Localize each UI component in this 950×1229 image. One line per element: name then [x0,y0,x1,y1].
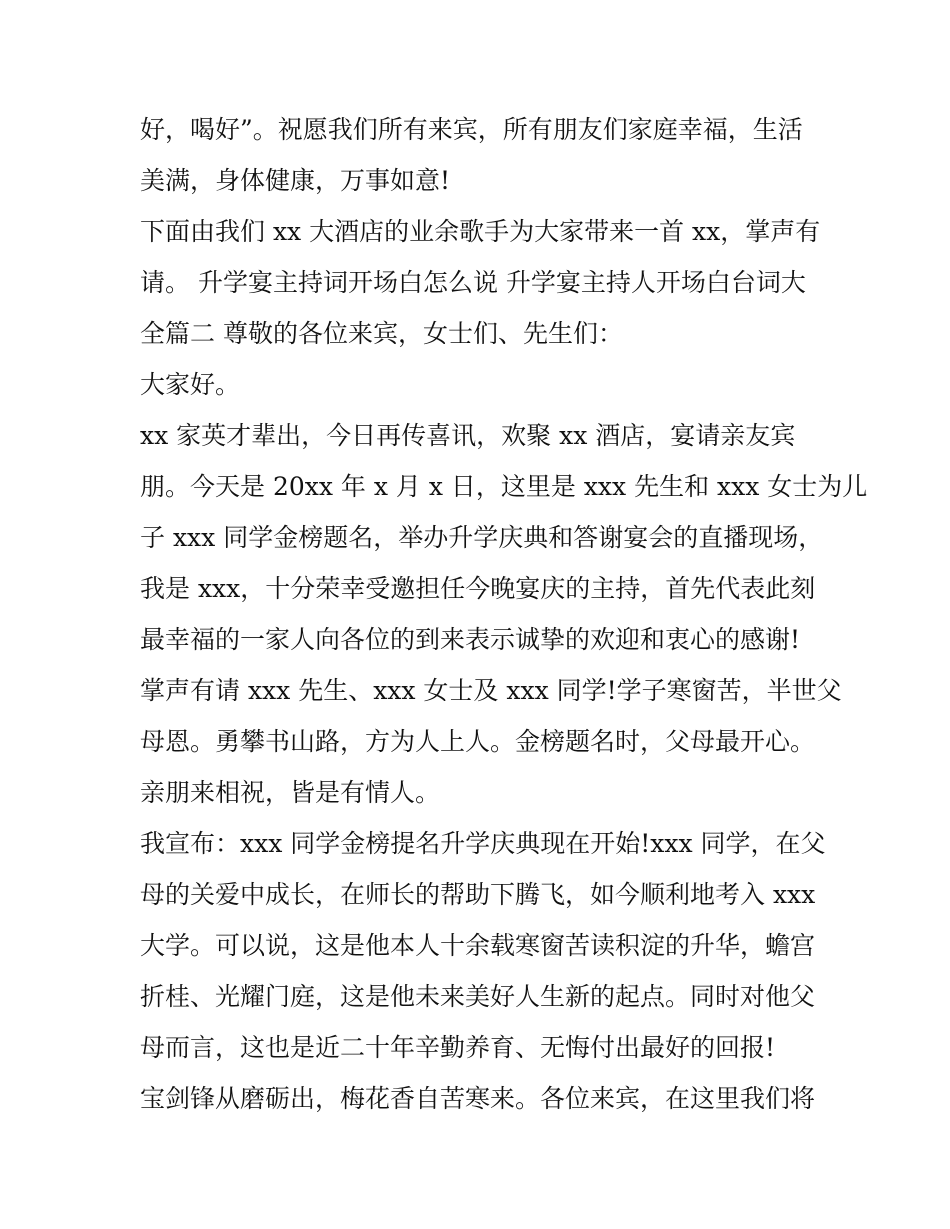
text-line: 我宣布：xxx 同学金榜提名升学庆典现在开始!xxx 同学，在父 [140,829,826,858]
text-line: 母恩。勇攀书山路，方为人上人。金榜题名时，父母最开心。 [140,727,816,756]
text-line: xx 家英才辈出，今日再传喜讯，欢聚 xx 酒店，宴请亲友宾 [140,421,796,450]
text-line: 下面由我们 xx 大酒店的业余歌手为大家带来一首 xx，掌声有 [140,217,821,246]
text-line: 好，喝好”。祝愿我们所有来宾，所有朋友们家庭幸福，生活 [140,115,803,144]
document-body [140,104,868,1124]
text-line: 美满，身体健康，万事如意! [140,166,451,195]
text-line: 大学。可以说，这是他本人十余载寒窗苦读积淀的升华，蟾宫 [140,931,816,960]
text-line: 亲朋来相祝，皆是有情人。 [140,778,441,807]
text-line: 母而言，这也是近二十年辛勤养育、无悔付出最好的回报! [140,1033,776,1062]
text-line: 我是 xxx，十分荣幸受邀担任今晚宴庆的主持，首先代表此刻 [140,574,816,603]
text-line: 母的关爱中成长，在师长的帮助下腾飞，如今顺利地考入 xxx [140,880,816,909]
text-line: 子 xxx 同学金榜题名，举办升学庆典和答谢宴会的直播现场， [140,523,824,552]
text-line: 请。 升学宴主持词开场白怎么说 升学宴主持人开场白台词大 [140,268,806,297]
text-line: 掌声有请 xxx 先生、xxx 女士及 xxx 同学!学子寒窗苦，半世父 [140,676,842,705]
text-line: 折桂、光耀门庭，这是他未来美好人生新的起点。同时对他父 [140,982,816,1011]
text-line: 最幸福的一家人向各位的到来表示诚挚的欢迎和衷心的感谢! [140,625,801,654]
text-line: 大家好。 [140,370,241,399]
text-line: 宝剑锋从磨砺出，梅花香自苦寒来。各位来宾，在这里我们将 [140,1084,816,1113]
text-line: 朋。今天是 20xx 年 x 月 x 日，这里是 xxx 先生和 xxx 女士为儿 [140,472,868,501]
text-line: 全篇二 尊敬的各位来宾，女士们、先生们： [140,319,623,348]
